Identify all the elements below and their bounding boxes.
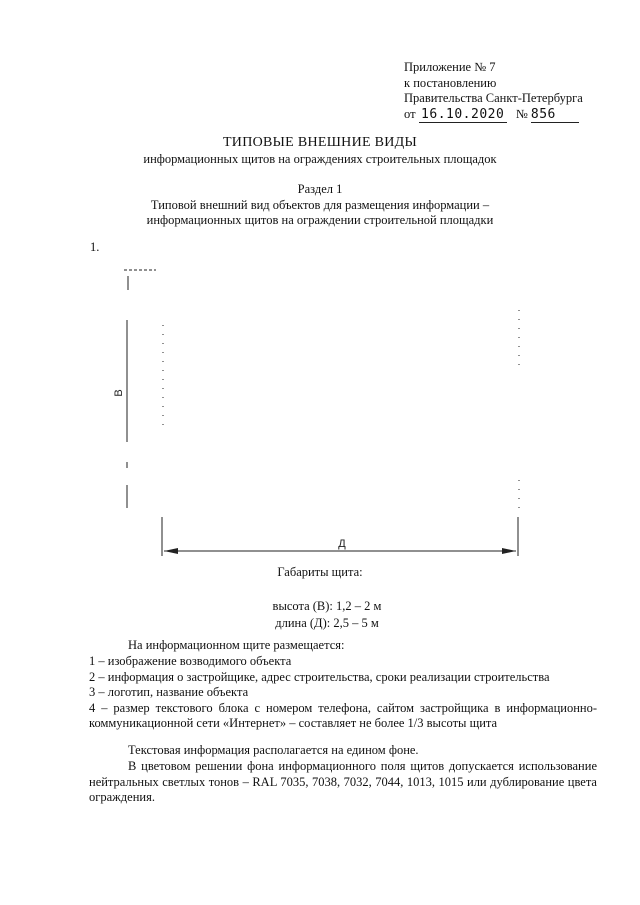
item-number: 1. <box>90 240 100 254</box>
dimension-height: высота (В): 1,2 – 2 м <box>272 599 382 613</box>
section-label: Раздел 1 <box>297 182 343 196</box>
section-desc-line1: Типовой внешний вид объектов для размещения информации – <box>150 198 490 212</box>
page-subtitle: информационных щитов на ограждениях строительных площадок <box>143 152 497 166</box>
placement-item-1: 1 – изображение возводимого объекта <box>89 654 292 668</box>
length-arrow-right <box>502 548 516 554</box>
placement-item-2: 2 – информация о застройщике, адрес строительства, сроки реализации строительства <box>89 669 550 684</box>
placement-intro: На информационном щите размещается: <box>128 638 345 652</box>
height-label: В <box>113 389 125 397</box>
stamp-resolution: к постановлению <box>404 75 497 90</box>
length-label: Д <box>338 538 346 550</box>
stamp-appendix: Приложение № 7 <box>404 60 496 74</box>
number-prefix: № <box>515 106 528 121</box>
section-desc-line2: информационных щитов на ограждении строительной площадки <box>146 213 494 227</box>
background-para-2: В цветовом решении фона информационного поля щитов допускается использование нейтральных светлых тонов – RAL 7035, 7038, 7032, 7044, 1013, 1015 или дублирование цвета ограждения. <box>89 759 597 804</box>
placement-item-4: 4 – размер текстового блока с номером телефона, сайтом застройщика в информационно-коммуникационной сети «Интернет» – составляет не более 1/3 высоты щита <box>89 700 597 730</box>
placement-item-3: 3 – логотип, название объекта <box>89 685 249 699</box>
length-arrow-left <box>164 548 178 554</box>
date-prefix: от <box>404 106 416 121</box>
document-date: 16.10.2020 <box>419 107 507 124</box>
background-para-1: Текстовая информация располагается на едином фоне. <box>128 743 419 757</box>
page-title: ТИПОВЫЕ ВНЕШНИЕ ВИДЫ <box>222 135 418 150</box>
dimension-length: длина (Д): 2,5 – 5 м <box>275 616 379 630</box>
dimensions-caption: Габариты щита: <box>277 565 363 579</box>
stamp-government: Правительства Санкт-Петербурга <box>404 91 583 105</box>
dimensions-block <box>0 564 640 632</box>
document-number: 856 <box>531 107 579 124</box>
placement-list <box>89 654 597 732</box>
